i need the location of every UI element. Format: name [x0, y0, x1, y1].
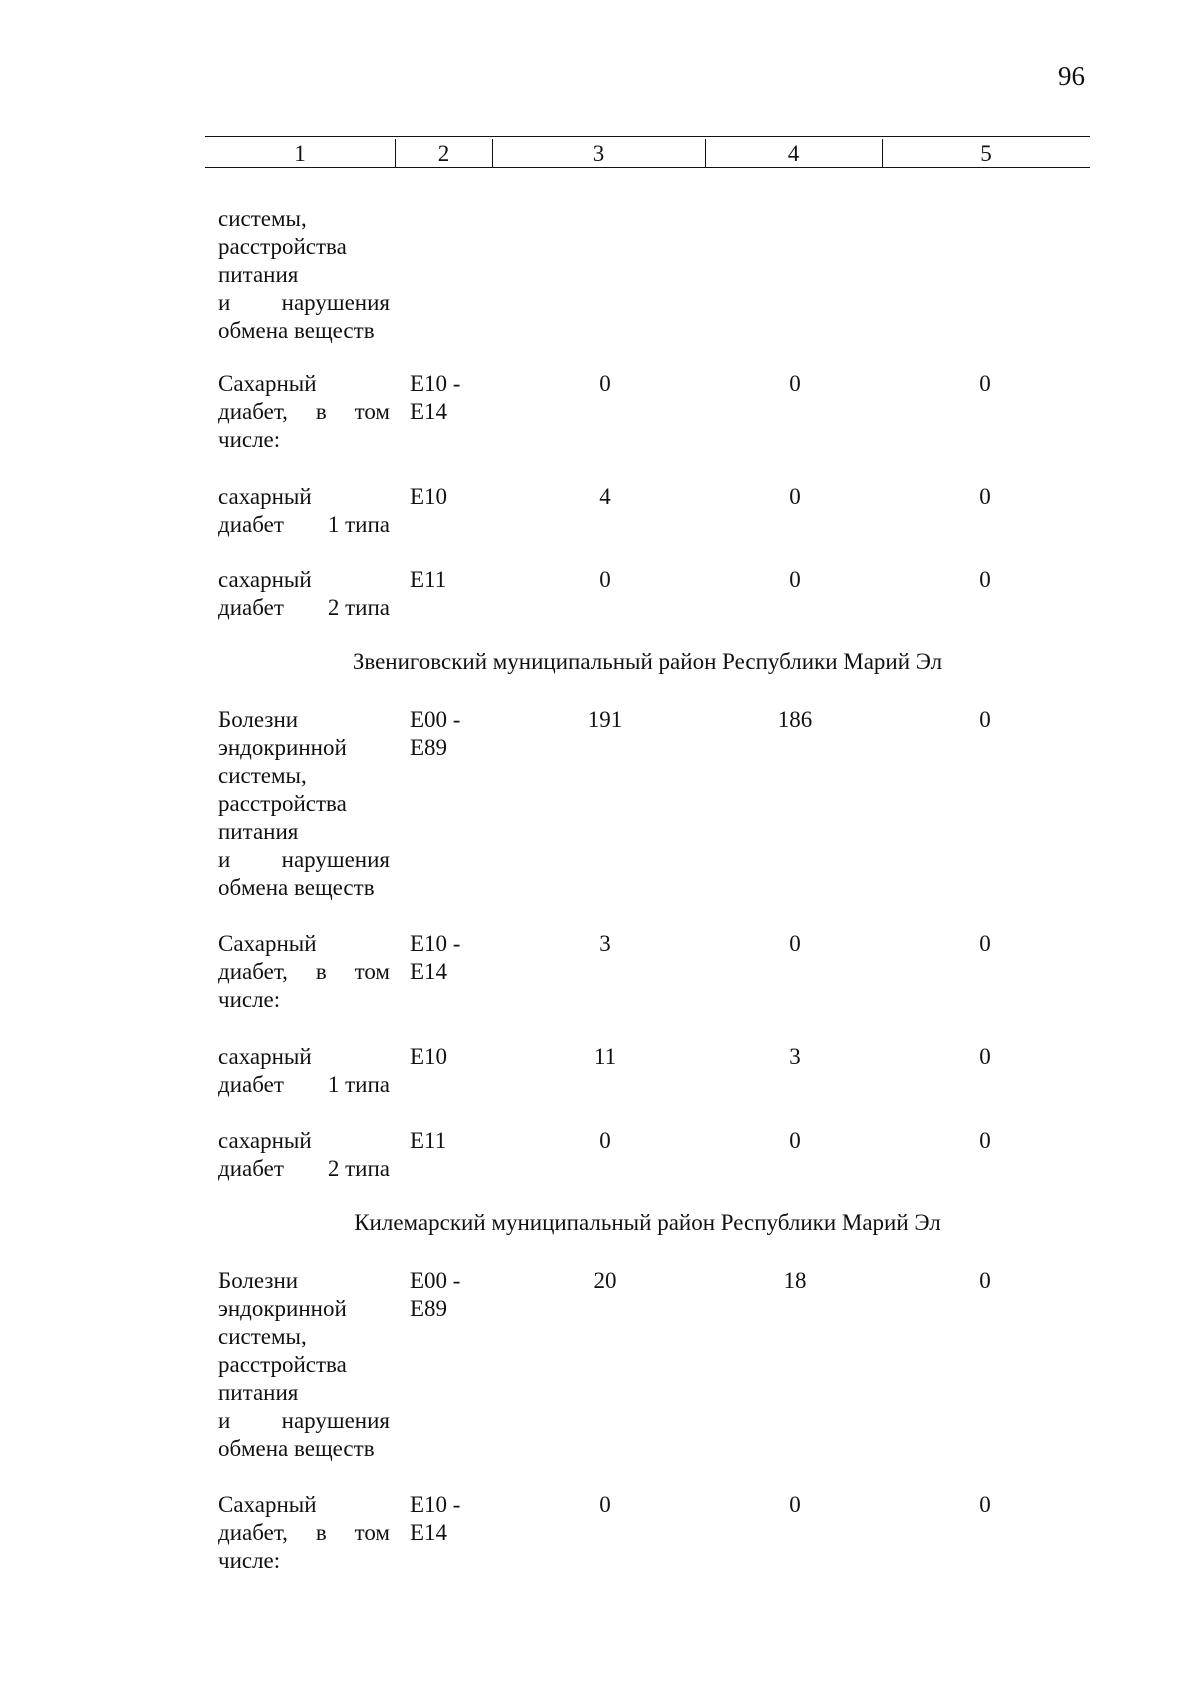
disease-name-line: сахарный — [218, 567, 312, 592]
icd-code-line: E10 - — [410, 371, 461, 396]
icd-code-line: E00 - — [410, 1268, 461, 1293]
disease-name-word: диабет — [218, 1156, 284, 1181]
value-col-4: 186 — [777, 707, 813, 732]
disease-name-line: системы, — [218, 763, 307, 788]
disease-name-line: обмена веществ — [218, 318, 375, 343]
page-number: 96 — [1058, 61, 1085, 91]
icd-code-cell — [410, 483, 490, 511]
disease-name-word: диабет — [218, 1072, 284, 1097]
value-col-4: 0 — [789, 567, 801, 592]
disease-name-line — [218, 511, 390, 539]
disease-name-line: расстройства — [218, 791, 347, 816]
value-col-5: 0 — [979, 931, 991, 956]
icd-code-cell — [410, 706, 490, 762]
disease-name-word: и — [218, 290, 231, 315]
disease-name-line — [218, 846, 390, 874]
header-col-2: 2 — [437, 141, 450, 166]
disease-name-cell — [218, 483, 393, 539]
disease-name-line: системы, — [218, 206, 307, 231]
value-col-3: 0 — [599, 567, 611, 592]
disease-name-line: Сахарный — [218, 371, 317, 396]
disease-name-word: том — [354, 1520, 390, 1545]
disease-name-word: 2 типа — [327, 1156, 390, 1181]
disease-name-line — [218, 958, 390, 986]
icd-code-cell — [410, 1043, 490, 1071]
header-col-4: 4 — [787, 141, 800, 166]
district-heading: Звениговский муниципальный район Республики Марий Эл — [352, 649, 943, 674]
value-col-4: 3 — [789, 1044, 801, 1069]
disease-name-word: 1 типа — [327, 512, 390, 537]
disease-name-line: Сахарный — [218, 931, 317, 956]
value-col-3: 0 — [599, 1492, 611, 1517]
icd-code-line: E10 — [410, 484, 448, 509]
table-header — [205, 136, 1090, 168]
value-col-3: 20 — [593, 1268, 617, 1293]
disease-name-cell — [218, 1267, 393, 1463]
disease-name-word: 2 типа — [327, 595, 390, 620]
icd-code-cell — [410, 1491, 490, 1547]
icd-code-line: E14 — [410, 399, 448, 424]
disease-name-word: и — [218, 1408, 231, 1433]
icd-code-line: E10 — [410, 1044, 448, 1069]
icd-code-cell — [410, 370, 490, 426]
disease-name-line — [218, 398, 390, 426]
disease-name-cell — [218, 1491, 393, 1575]
disease-name-cell — [218, 930, 393, 1014]
disease-name-word: и — [218, 847, 231, 872]
disease-name-word: нарушения — [281, 847, 390, 872]
icd-code-cell — [410, 1267, 490, 1323]
disease-name-word: диабет, — [218, 399, 288, 424]
disease-name-word: диабет — [218, 512, 284, 537]
disease-name-cell — [218, 1043, 393, 1099]
disease-name-line: сахарный — [218, 1044, 312, 1069]
value-col-3: 191 — [587, 707, 623, 732]
disease-name-line: расстройства — [218, 1352, 347, 1377]
icd-code-line: E14 — [410, 959, 448, 984]
disease-name-line — [218, 1071, 390, 1099]
value-col-5: 0 — [979, 371, 991, 396]
icd-code-line: E11 — [410, 1128, 447, 1153]
icd-code-line: E00 - — [410, 707, 461, 732]
value-col-3: 0 — [599, 371, 611, 396]
disease-name-line — [218, 1407, 390, 1435]
disease-name-line: обмена веществ — [218, 875, 375, 900]
value-col-3: 0 — [599, 1128, 611, 1153]
disease-name-line: числе: — [218, 1548, 281, 1573]
disease-name-line — [218, 1519, 390, 1547]
icd-code-cell — [410, 1127, 490, 1155]
disease-name-word: нарушения — [281, 290, 390, 315]
disease-name-cell — [218, 706, 393, 902]
value-col-4: 0 — [789, 484, 801, 509]
disease-name-line: питания — [218, 819, 299, 844]
disease-name-line: системы, — [218, 1324, 307, 1349]
disease-name-line: Болезни — [218, 707, 299, 732]
value-col-5: 0 — [979, 1492, 991, 1517]
icd-code-line: E10 - — [410, 931, 461, 956]
disease-name-line: Болезни — [218, 1268, 299, 1293]
icd-code-line: E10 - — [410, 1492, 461, 1517]
disease-name-cell — [218, 205, 393, 345]
disease-name-line: числе: — [218, 987, 281, 1012]
disease-name-word: том — [354, 959, 390, 984]
value-col-3: 3 — [599, 931, 611, 956]
disease-name-cell — [218, 1127, 393, 1183]
icd-code-line: E11 — [410, 567, 447, 592]
value-col-4: 0 — [789, 1128, 801, 1153]
disease-name-line: эндокринной — [218, 735, 347, 760]
disease-name-line: эндокринной — [218, 1296, 347, 1321]
disease-name-line: сахарный — [218, 484, 312, 509]
disease-name-line: сахарный — [218, 1128, 312, 1153]
disease-name-word: диабет, — [218, 1520, 288, 1545]
icd-code-cell — [410, 566, 490, 594]
disease-name-word: в — [315, 959, 327, 984]
disease-name-line: Сахарный — [218, 1492, 317, 1517]
disease-name-word: в — [315, 1520, 327, 1545]
value-col-4: 0 — [789, 1492, 801, 1517]
disease-name-line — [218, 594, 390, 622]
value-col-5: 0 — [979, 1268, 991, 1293]
district-heading: Килемарский муниципальный район Республики Марий Эл — [354, 1210, 941, 1235]
disease-name-line: питания — [218, 262, 299, 287]
disease-name-word: 1 типа — [327, 1072, 390, 1097]
disease-name-line — [218, 289, 390, 317]
header-col-3: 3 — [592, 141, 605, 166]
disease-name-word: диабет — [218, 595, 284, 620]
disease-name-word: в — [315, 399, 327, 424]
value-col-3: 4 — [599, 484, 611, 509]
icd-code-line: E14 — [410, 1520, 448, 1545]
header-col-5: 5 — [980, 141, 992, 166]
disease-name-cell — [218, 370, 393, 454]
disease-name-word: том — [354, 399, 390, 424]
value-col-4: 0 — [789, 931, 801, 956]
value-col-4: 18 — [783, 1268, 807, 1293]
disease-name-line: обмена веществ — [218, 1436, 375, 1461]
value-col-5: 0 — [979, 707, 991, 732]
disease-name-line: числе: — [218, 427, 281, 452]
value-col-4: 0 — [789, 371, 801, 396]
value-col-3: 11 — [593, 1044, 617, 1069]
value-col-5: 0 — [979, 1128, 991, 1153]
icd-code-line: E89 — [410, 735, 448, 760]
value-col-5: 0 — [979, 567, 991, 592]
header-top-rule — [205, 136, 1090, 137]
value-col-5: 0 — [979, 1044, 991, 1069]
disease-name-word: нарушения — [281, 1408, 390, 1433]
icd-code-cell — [410, 930, 490, 986]
value-col-5: 0 — [979, 484, 991, 509]
disease-name-line: питания — [218, 1380, 299, 1405]
disease-name-line — [218, 1155, 390, 1183]
disease-name-line: расстройства — [218, 234, 347, 259]
disease-name-word: диабет, — [218, 959, 288, 984]
disease-name-cell — [218, 566, 393, 622]
icd-code-line: E89 — [410, 1296, 448, 1321]
header-col-1: 1 — [294, 141, 306, 166]
